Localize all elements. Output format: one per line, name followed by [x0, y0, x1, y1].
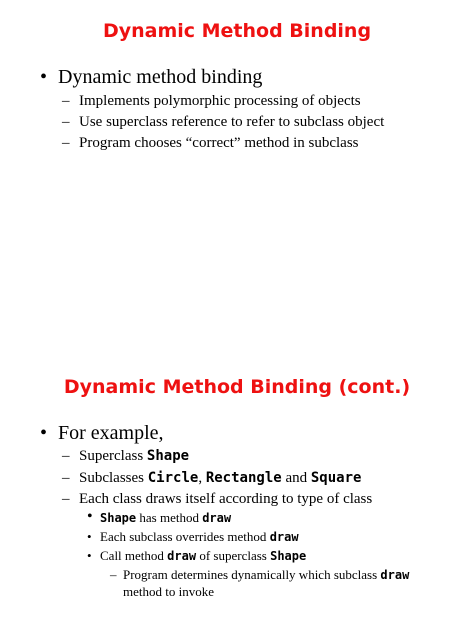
slide-2-title: Dynamic Method Binding (cont.): [63, 376, 411, 398]
dash-marker: –: [62, 93, 70, 109]
code-draw: draw: [380, 568, 410, 582]
sub-item: [62, 114, 384, 131]
slide-2: [0, 316, 474, 632]
sub-item-text: Program chooses “correct” method in subclass: [79, 135, 359, 151]
code-shape: Shape: [100, 511, 137, 525]
code-square: Square: [310, 470, 362, 486]
bullet-text: For example,: [58, 422, 164, 444]
sub-item-text: Use superclass reference to refer to subclass object: [79, 114, 385, 130]
dash-marker: –: [62, 470, 70, 486]
sub-item: [62, 448, 189, 465]
code-circle: Circle: [147, 470, 199, 486]
dash-marker: –: [62, 114, 70, 130]
bullet-marker: •: [40, 66, 48, 88]
sub-item-text: Subclasses Circle, Rectangle and Square: [79, 470, 362, 486]
bullet-item: [40, 66, 262, 89]
code-draw: draw: [167, 549, 197, 563]
slide-1-title: Dynamic Method Binding: [102, 20, 372, 42]
sub-item: [62, 470, 361, 487]
bullet-text: Dynamic method binding: [58, 66, 263, 88]
sub-item-text: Superclass Shape: [79, 448, 190, 464]
bullet-marker: •: [87, 529, 92, 544]
sub-sub-item: [87, 529, 299, 545]
sub-sub-item: [87, 548, 306, 564]
sub-item: [62, 491, 372, 508]
dash-marker: –: [110, 567, 117, 582]
level-4-continuation: method to invoke: [123, 584, 214, 599]
sub-item: [62, 135, 359, 152]
code-draw: draw: [202, 511, 232, 525]
level-4-item: [110, 567, 409, 583]
code-shape: Shape: [146, 448, 190, 464]
sub-sub-item-text: Shape has method draw: [100, 510, 232, 525]
dash-marker: –: [62, 448, 70, 464]
code-draw: draw: [269, 530, 299, 544]
bullet-marker: •: [87, 548, 92, 563]
dash-marker: –: [62, 491, 70, 507]
code-shape: Shape: [270, 549, 307, 563]
sub-item-text: Each class draws itself according to type of class: [79, 491, 373, 507]
level-4-text: Program determines dynamically which subclass draw: [123, 567, 410, 582]
sub-sub-item: [87, 510, 231, 526]
sub-item: [62, 93, 361, 110]
sub-sub-item-text: Call method draw of superclass Shape: [100, 548, 307, 563]
bullet-item: [40, 422, 164, 445]
dash-marker: –: [62, 135, 70, 151]
sub-item-text: Implements polymorphic processing of objects: [79, 93, 361, 109]
bullet-marker: •: [40, 422, 48, 444]
code-rectangle: Rectangle: [205, 470, 282, 486]
sub-sub-item-text: Each subclass overrides method draw: [100, 529, 299, 544]
bullet-marker: •: [87, 508, 93, 525]
